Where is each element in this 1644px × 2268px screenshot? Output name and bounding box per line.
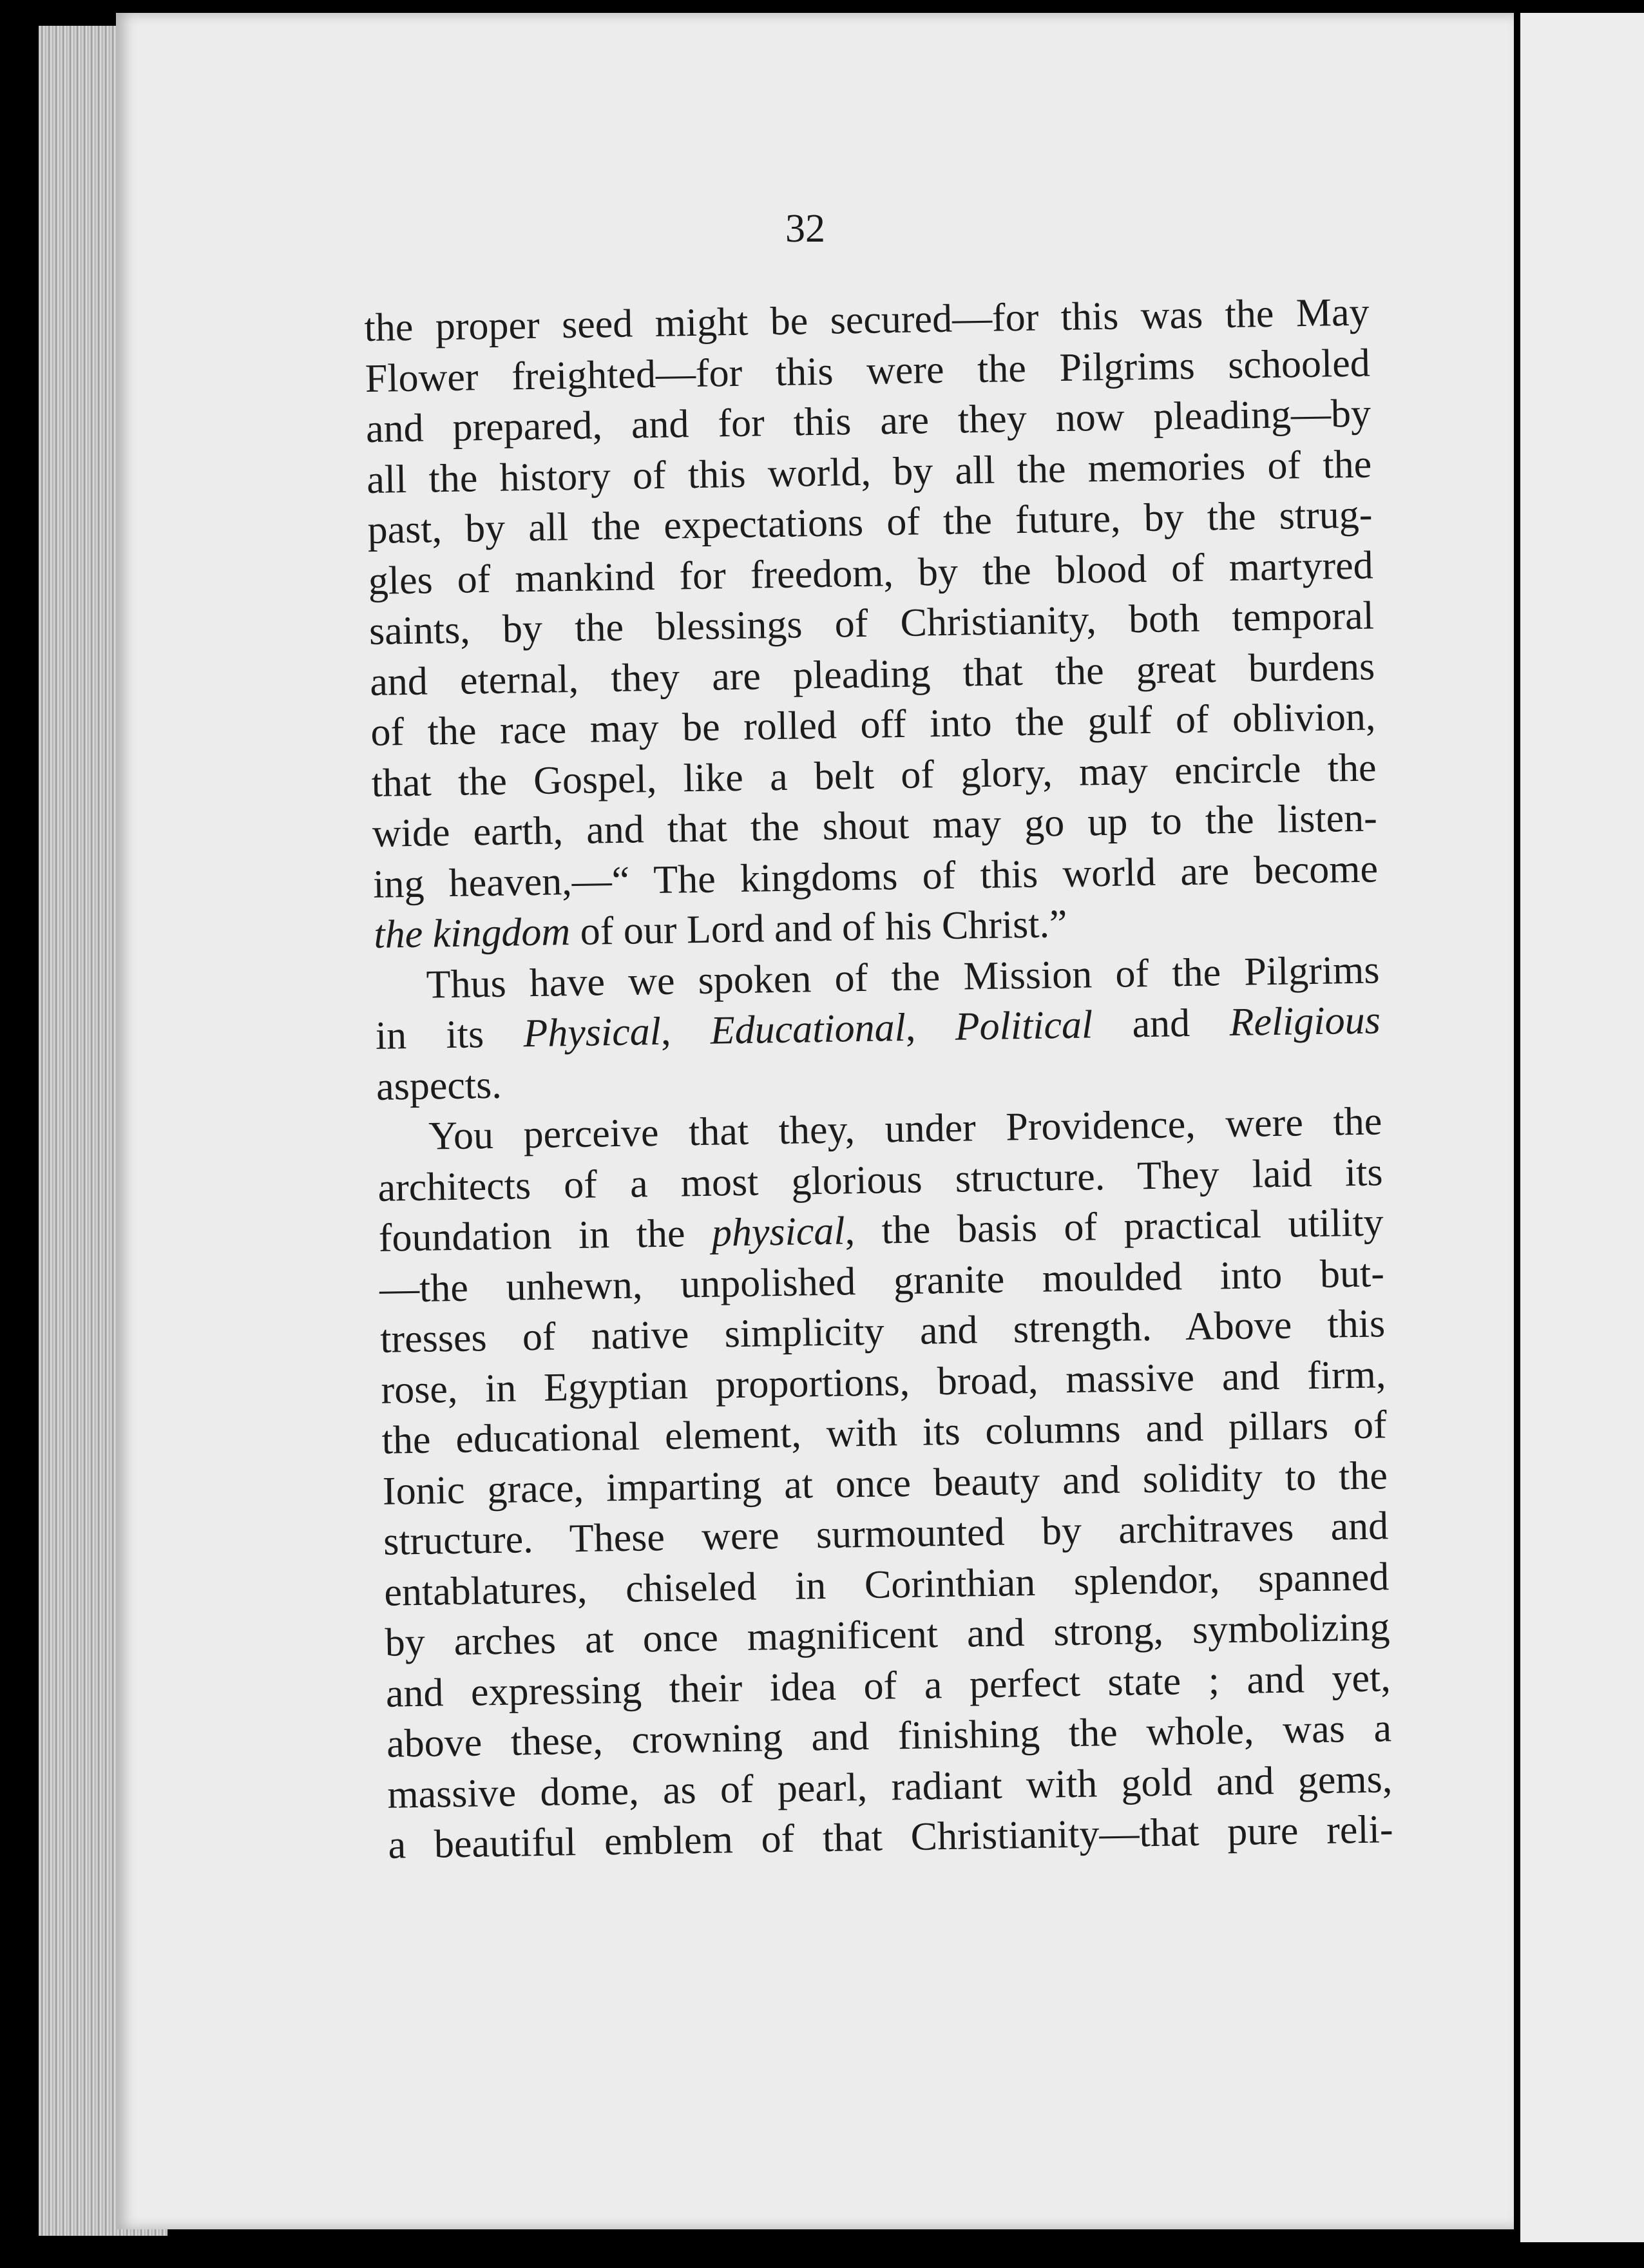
text-line: aspects. <box>376 1062 502 1109</box>
text-line: Thus have we spoken of the Mission of the Pilgrims <box>426 947 1380 1007</box>
text-fragment: , <box>905 1004 956 1050</box>
text-line: above these, crowning and finishing the whole, was a <box>386 1706 1392 1766</box>
text-line: You perceive that they, under Providence, were the <box>428 1099 1382 1158</box>
italic-phrase: Educational <box>710 1005 906 1053</box>
text-fragment: foundation in the <box>378 1211 712 1260</box>
text-line: tresses of native simplicity and strength. Above this <box>379 1302 1386 1361</box>
text-line: entablatures, chiseled in Corinthian splendor, spanned <box>383 1554 1390 1615</box>
text-line: of the race may be rolled off into the gulf of oblivion, <box>370 695 1376 754</box>
text-line: wide earth, and that the shout may go up to the listen- <box>372 796 1378 856</box>
text-line: Flower freighted—for this were the Pilgrims schooled <box>365 340 1371 401</box>
text-line: past, by all the expectations of the future, by the strug- <box>367 492 1373 552</box>
italic-phrase: the kingdom <box>373 910 571 957</box>
text-line: a beautiful emblem of that Christianity—that pure reli- <box>388 1807 1393 1867</box>
italic-phrase: Political <box>955 1003 1093 1049</box>
text-line: and eternal, they are pleading that the great burdens <box>369 644 1375 704</box>
text-line: architects of a most glorious structure. They laid its <box>378 1149 1383 1210</box>
text-line: gles of mankind for freedom, by the blood of martyred <box>368 543 1374 603</box>
text-fragment: , <box>660 1008 711 1053</box>
paragraph-2 <box>374 945 1382 1112</box>
paragraph-1 <box>364 287 1379 960</box>
text-line: ing heaven,—“ The kingdoms of this world are become <box>372 846 1379 907</box>
italic-phrase: Physical <box>522 1009 662 1056</box>
paragraph-3 <box>377 1096 1393 1870</box>
italic-phrase: Religious <box>1228 998 1381 1045</box>
text-line: structure. These were surmounted by architraves and <box>383 1504 1389 1564</box>
facing-page-edge <box>1520 13 1644 2242</box>
text-fragment: in its <box>375 1012 524 1058</box>
text-line: that the Gospel, like a belt of glory, may encircle the <box>371 745 1377 805</box>
text-line: Ionic grace, imparting at once beauty and solidity to the <box>382 1453 1388 1514</box>
text-line: the educational element, with its columns and pillars of <box>381 1403 1388 1463</box>
text-line: —the unhewn, unpolished granite moulded into but- <box>379 1251 1385 1311</box>
text-fragment: and <box>1092 1001 1230 1047</box>
text-line: the proper seed might be secured—for this was the May <box>364 290 1370 350</box>
text-fragment: , the basis of practical utility <box>845 1200 1384 1253</box>
text-fragment: of our Lord and of his Christ.” <box>569 901 1068 954</box>
body-text <box>364 287 1393 1870</box>
text-line: massive dome, as of pearl, radiant with gold and gems, <box>387 1756 1393 1817</box>
text-line: by arches at once magnificent and strong, symbolizing <box>385 1605 1391 1665</box>
text-line: rose, in Egyptian proportions, broad, massive and firm, <box>380 1352 1386 1412</box>
text-line: and expressing their idea of a perfect state ; and yet, <box>385 1655 1391 1716</box>
text-line: and prepared, and for this are they now pleading—by <box>365 391 1372 451</box>
italic-phrase: physical <box>711 1209 846 1255</box>
page-number: 32 <box>785 207 825 251</box>
text-line: all the history of this world, by all the memories of the <box>366 441 1372 502</box>
text-line: saints, by the blessings of Christianity, both temporal <box>368 593 1375 653</box>
